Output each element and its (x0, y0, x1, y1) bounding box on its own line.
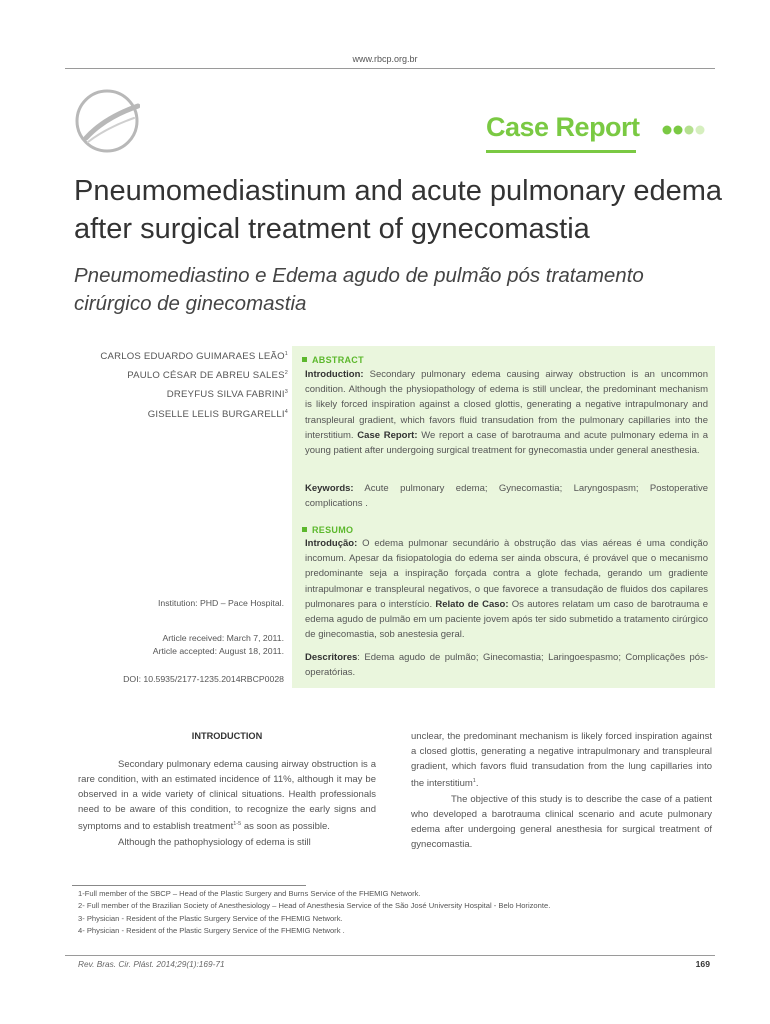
author: DREYFUS SILVA FABRINI$^3$ (166, 389, 288, 401)
introduction-heading: INTRODUCTION (191, 731, 263, 741)
article-title: Pneumomediastinum and acute pulmonary edema after surgical treatment of gynecomastia (74, 175, 723, 245)
resumo-label: RESUMO (302, 525, 353, 535)
section-dots-icon (662, 124, 708, 136)
section-underline (486, 150, 636, 153)
journal-logo (74, 88, 140, 154)
institution: Institution: PHD – Pace Hospital. (157, 598, 284, 608)
site-url[interactable]: www.rbcp.org.br (352, 54, 418, 64)
doi[interactable]: DOI: 10.5935/2177-1235.2014RBCP0028 (123, 674, 284, 684)
article-title-portuguese: Pneumomediastino e Edema agudo de pulmão pós tratamento cirúrgico de ginecomastia (74, 264, 644, 315)
abstract-label: ABSTRACT (302, 355, 364, 365)
paragraph: unclear, the predominant mechanism is likely forced inspiration against a closed glottis, generating a negative intrapulmonary and transpleural gradient, which favors fluid transudation from the lung capillaries into the interstitium$^1$. (411, 731, 712, 790)
abstract-panel (292, 346, 715, 688)
footer-rule (65, 955, 715, 956)
abstract-keywords: Keywords: Acute pulmonary edema; Gynecomastia; Laryngospasm; Postoperative complications . (305, 483, 708, 510)
section-label: Case Report (486, 112, 640, 142)
footnote: 2- Full member of the Brazilian Society of Anesthesiology – Head of Anesthesia Service of the São José University Hospital - Belo Horizonte. (78, 901, 551, 911)
bullet-square-icon (302, 527, 307, 532)
accepted-date: Article accepted: August 18, 2011. (152, 646, 284, 656)
resumo-keywords: Descritores: Edema agudo de pulmão; Ginecomastia; Laringoespasmo; Complicações pós-operatórias. (305, 652, 708, 679)
bullet-square-icon (302, 357, 307, 362)
paragraph: The objective of this study is to describe the case of a patient who developed a barotrauma clinical scenario and acute pulmonary edema after undergoing general anesthesia for surgical treatment of gynecomastia. (411, 793, 712, 850)
author-list (74, 346, 288, 423)
paragraph-continuation: unclear, the predominant mechanism is likely forced inspiration against a closed glottis, generating a negative intrapulmonary and transpleural gradient, which favors fluid transudation from the lung capillaries into the interstitium (411, 731, 712, 790)
page-number: 169 (695, 959, 710, 969)
body-column-right (411, 729, 712, 852)
paragraph: Secondary pulmonary edema causing airway obstruction is a rare condition, with an estimated incidence of 11%, although it may be observed in a wide variety of clinical situations. Health professionals need to be aware of this condition, to recognize the early signs and symptoms and to establish treatment$^{1-5}$ as soon as possible. (78, 759, 376, 833)
body-column-left (78, 757, 376, 850)
footnote: 4- Physician - Resident of the Plastic Surgery Service of the FHEMIG Network . (78, 926, 345, 936)
footnotes (78, 888, 708, 938)
header-rule (65, 68, 715, 69)
received-date: Article received: March 7, 2011. (162, 633, 284, 643)
footnote: 1-Full member of the SBCP – Head of the Plastic Surgery and Burns Service of the FHEMIG Network. (78, 889, 421, 898)
footnote: 3- Physician - Resident of the Plastic Surgery Service of the FHEMIG Network. (78, 913, 343, 923)
paragraph: Although the pathophysiology of edema is still (118, 836, 311, 848)
author: CARLOS EDUARDO GUIMARAES LEÃO$^1$ (100, 351, 288, 363)
journal-reference: Rev. Bras. Cir. Plást. 2014;29(1):169-71 (78, 959, 225, 969)
resumo-text: Introdução: O edema pulmonar secundário à obstrução das vias aéreas é uma condição incomum. Apesar da fisiopatologia do edema ser ainda obscura, é provável que o mecanismo predominante seja a inspiração forçada contra a glote fechada, gerando um gradiente intrapulmonar e transpleural negativos, o que favorece a transudação de fluidos dos capilares pulmonares para o interstício. Relato de Caso: Os autores relatam um caso de barotrauma e edema agudo de pulmão em um paciente jovem após ter sido submetido a tratamento cirúrgico de ginecomastia, sob anestesia geral. (305, 538, 708, 641)
author: GISELLE LELIS BURGARELLI$^4$ (147, 408, 288, 420)
author: PAULO CÉSAR DE ABREU SALES$^2$ (127, 370, 288, 382)
footnote-rule (72, 885, 306, 886)
article-dates (74, 632, 284, 658)
abstract-text: Introduction: Secondary pulmonary edema causing airway obstruction is an uncommon condition. Although the physiopathology of edema is still unclear, the predominant mechanism is likely forced inspiration against a closed glottis, generating a negative intrapulmonary and transpleural gradient, which favors fluid transudation from the pulmonary capillaries into the interstitium. Case Report: We report a case of barotrauma and acute pulmonary edema in a young patient after undergoing surgical treatment for gynecomastia under general anesthesia. (305, 369, 709, 457)
